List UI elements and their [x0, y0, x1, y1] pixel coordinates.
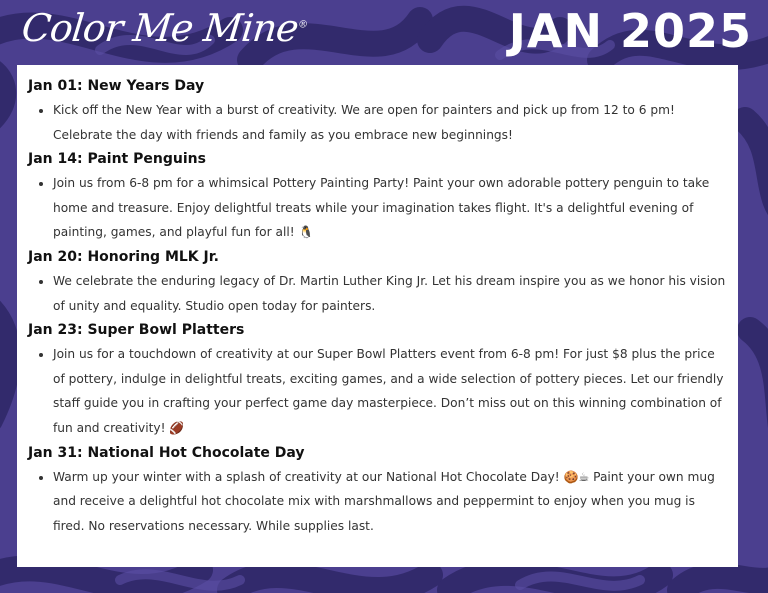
event-description: [53, 171, 728, 245]
event-details: [28, 342, 728, 440]
event-description: [53, 342, 728, 440]
event-title: Jan 14: Paint Penguins: [28, 151, 206, 168]
event-title: Jan 31: National Hot Chocolate Day: [28, 444, 305, 461]
event-title: Jan 23: Super Bowl Platters: [28, 322, 245, 339]
brand-logo-text: Color Me Mine: [19, 6, 301, 50]
event-title: Jan 01: New Years Day: [28, 78, 205, 94]
event-description: [53, 465, 728, 539]
registered-mark: ®: [297, 19, 308, 31]
event-description-text-continued: Paint your own mug and receive a delightful hot chocolate mix with marshmallows and peppermint to enjoy when you mug is fired. No reservations necessary. While supplies last.: [53, 469, 715, 533]
event-description-text: Join us for a touchdown of creativity at our Super Bowl Platters event from 6-8 pm! For just $8 plus the price of pottery, indulge in delightful treats, exciting games, and a wide selection of pottery pieces. Let our friendly staff guide you in crafting your perfect game day masterpiece. Don’t miss out on this winning combination of fun and creativity!: [53, 347, 724, 435]
events-card: [17, 65, 738, 567]
cookie-coffee-icon: 🍪☕: [563, 469, 590, 484]
event-description: [53, 98, 728, 147]
football-icon: 🏈: [169, 420, 185, 435]
event-details: [28, 465, 728, 539]
event-details: [28, 269, 728, 318]
event-description-text: Join us from 6-8 pm for a whimsical Pottery Painting Party! Paint your own adorable pottery penguin to take home and treasure. Enjoy delightful treats while your imagination takes flight. It's a delightful evening of painting, games, and playful fun for all!: [53, 176, 710, 240]
event-details: [28, 171, 728, 245]
event-title: Jan 20: Honoring MLK Jr.: [28, 248, 219, 265]
event-description: [53, 269, 728, 318]
penguin-icon: 🐧: [298, 225, 314, 240]
month-heading: JAN 2025: [508, 4, 752, 58]
event-description-text: Warm up your winter with a splash of creativity at our National Hot Chocolate Day!: [53, 469, 560, 484]
event-details: [28, 98, 728, 147]
event-description-text: We celebrate the enduring legacy of Dr. Martin Luther King Jr. Let his dream inspire you as we honor his vision of unity and equality. Studio open today for painters.: [53, 273, 726, 313]
brand-logo: [20, 6, 309, 50]
event-description-text: Kick off the New Year with a burst of creativity. We are open for painters and pick up from 12 to 6 pm! Celebrate the day with friends and family as you embrace new beginnings!: [53, 103, 675, 142]
events-list: [28, 74, 728, 538]
